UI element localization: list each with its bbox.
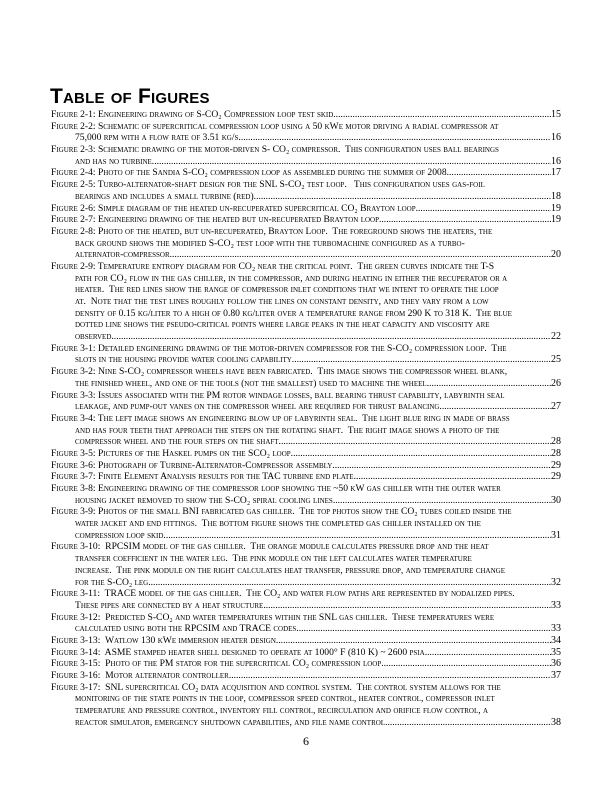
page-reference[interactable]: 33 bbox=[551, 599, 561, 611]
figure-caption-text: These pipes are connected by a heat structure. bbox=[75, 599, 266, 611]
dot-leader bbox=[418, 203, 551, 215]
dot-leader bbox=[427, 647, 551, 659]
figure-caption-text: path for CO₂ flow in the gas chiller, in the compressor, and during heating in either the recuperator or a bbox=[75, 272, 508, 284]
toc-entry-line bbox=[51, 612, 561, 624]
toc-entry-line bbox=[51, 717, 561, 729]
toc-entry[interactable] bbox=[51, 179, 561, 202]
toc-entry-line bbox=[51, 670, 561, 682]
dot-leader bbox=[166, 530, 551, 542]
toc-entry[interactable] bbox=[51, 261, 561, 343]
figure-label: Figure 3-17: bbox=[51, 681, 101, 693]
page-reference[interactable]: 27 bbox=[551, 401, 561, 413]
figure-caption-text: transfer coefficient in the water leg. The pink module on the left calculates water temperature bbox=[75, 553, 472, 565]
dot-leader bbox=[172, 249, 551, 261]
figure-caption-text: Temperature entropy diagram for CO₂ near the critical point. The green curves indicate the T-S bbox=[95, 260, 495, 272]
toc-entry[interactable] bbox=[51, 203, 561, 215]
toc-entry-line bbox=[51, 600, 561, 612]
figure-caption-text: dotted line shows the pseudo-critical points where large peaks in the heat capacity and viscosity are bbox=[75, 319, 490, 331]
figure-label: Figure 3-5: bbox=[51, 447, 96, 459]
figure-label: Figure 3-8: bbox=[51, 483, 96, 494]
toc-entry-line bbox=[51, 647, 561, 659]
toc-entry-line bbox=[51, 121, 561, 133]
toc-entry[interactable] bbox=[51, 343, 561, 366]
figure-caption-text: temperature and pressure control, inventory fill control, recirculation and orifice flow control, a bbox=[75, 705, 489, 717]
dot-leader bbox=[449, 167, 551, 179]
figure-label: Figure 3-9: bbox=[51, 506, 96, 518]
page-reference[interactable]: 20 bbox=[551, 249, 561, 261]
page-reference[interactable]: 29 bbox=[551, 459, 561, 471]
toc-entry-line bbox=[51, 179, 561, 191]
page-reference[interactable]: 22 bbox=[551, 331, 561, 343]
dot-leader bbox=[384, 658, 551, 670]
toc-entry-line bbox=[51, 354, 561, 366]
page-reference[interactable]: 31 bbox=[551, 529, 561, 541]
toc-entry[interactable] bbox=[51, 541, 561, 588]
toc-entry-line bbox=[51, 261, 561, 273]
figure-caption-text: SNL supercritical CO₂ data acquisition and control system. The control system allows for the bbox=[100, 681, 501, 693]
page-reference[interactable]: 18 bbox=[551, 190, 561, 202]
figure-label: Figure 3-3: bbox=[51, 389, 96, 401]
dot-leader bbox=[293, 448, 551, 460]
figure-caption-text: Engineering drawing of S-CO₂ Compression loop test skid bbox=[95, 109, 334, 120]
figure-caption-text: reactor simulator, emergency shutdown capabilities, and file name control. bbox=[75, 716, 388, 728]
figure-caption-text: compression loop skid. bbox=[75, 529, 166, 541]
figure-label: Figure 2-8: bbox=[51, 225, 96, 237]
dot-leader bbox=[231, 670, 551, 682]
toc-entry-line bbox=[51, 132, 561, 144]
toc-entry-line bbox=[51, 658, 561, 670]
figure-caption-text: slots in the housing provide water cooling capability. bbox=[75, 354, 295, 366]
figure-caption-text: RPCSIM model of the gas chiller. The orange module calculates pressure drop and the heat bbox=[100, 541, 489, 553]
figure-caption-text: Schematic drawing of the motor-driven S- CO₂ compressor. This configuration uses ball bearings bbox=[95, 144, 499, 156]
figure-caption-text: Watlow 130 kWe immersion heater design. bbox=[100, 634, 279, 646]
page-reference[interactable]: 28 bbox=[551, 447, 561, 459]
toc-entry[interactable] bbox=[51, 121, 561, 144]
figure-label: Figure 3-4: bbox=[51, 412, 96, 424]
figure-caption-text: bearings and includes a small turbine (red). bbox=[75, 190, 257, 202]
page-reference[interactable]: 38 bbox=[551, 716, 561, 728]
figure-caption-text: 75,000 rpm with a flow rate of 3.51 kg/s. bbox=[75, 132, 241, 144]
toc-entry[interactable] bbox=[51, 390, 561, 413]
toc-entry[interactable] bbox=[51, 167, 561, 179]
table-of-figures-list bbox=[51, 109, 561, 728]
toc-entry[interactable] bbox=[51, 670, 561, 682]
figure-label: Figure 3-2: bbox=[51, 366, 96, 378]
toc-entry-line bbox=[51, 366, 561, 378]
dot-leader bbox=[114, 331, 551, 343]
figure-label: Figure 2-2: bbox=[51, 120, 96, 132]
figure-caption-text: calculated using both the RPCSIM and TRACE codes. bbox=[75, 623, 299, 635]
figure-caption-text: heater. The red lines show the range of compressor inlet conditions that we intent to operate the loop bbox=[75, 284, 499, 296]
figure-label: Figure 2-3: bbox=[51, 144, 96, 156]
dot-leader bbox=[442, 401, 551, 413]
toc-entry-line bbox=[51, 506, 561, 518]
toc-entry-line bbox=[51, 238, 561, 250]
figure-caption-text: observed. bbox=[75, 331, 114, 343]
figure-caption-text: Engineering drawing of the compressor loop showing the ~50 kW gas chiller with the outer water bbox=[95, 483, 501, 494]
page-number: 6 bbox=[303, 734, 309, 748]
figure-caption-text: and has four teeth that approach the steps on the rotating shaft. The right image shows a photo of the bbox=[75, 424, 500, 436]
page-reference[interactable]: 32 bbox=[551, 576, 561, 588]
figure-caption-text: Predicted S-CO₂ and water temperatures within the SNL gas chiller. These temperatures were bbox=[100, 611, 495, 623]
toc-entry-line bbox=[51, 343, 561, 355]
figure-label: Figure 3-1: bbox=[51, 342, 96, 354]
dot-leader bbox=[354, 471, 551, 483]
dot-leader bbox=[381, 214, 551, 226]
toc-entry-line bbox=[51, 308, 561, 320]
figure-caption-text: monitoring of the state points in the loop, compressor speed control, heater control, compressor inlet bbox=[75, 693, 495, 705]
toc-entry-line bbox=[51, 401, 561, 413]
figure-caption-text: the finished wheel, and one of the tools (not the smallest) used to machine the wheel. bbox=[75, 377, 430, 389]
dot-leader bbox=[429, 378, 551, 390]
toc-entry-line bbox=[51, 635, 561, 647]
page-reference[interactable]: 16 bbox=[551, 155, 561, 167]
toc-entry[interactable] bbox=[51, 506, 561, 541]
figure-label: Figure 3-16: bbox=[51, 670, 101, 681]
dot-leader bbox=[294, 354, 551, 366]
toc-entry[interactable] bbox=[51, 647, 561, 659]
figure-caption-text: Photograph of Turbine-Alternator-Compressor assembly bbox=[95, 459, 333, 471]
toc-entry[interactable] bbox=[51, 682, 561, 729]
toc-entry-line bbox=[51, 273, 561, 285]
figure-caption-text: Finite Element Analysis results for the TAC turbine end plate bbox=[95, 471, 354, 483]
dot-leader bbox=[333, 109, 551, 121]
dot-leader bbox=[281, 436, 551, 448]
figure-caption-text: Issues associated with the PM rotor windage losses, ball bearing thrust capability, labyrinth seal bbox=[95, 389, 505, 401]
toc-entry-line bbox=[51, 682, 561, 694]
toc-entry-line bbox=[51, 425, 561, 437]
toc-entry-line bbox=[51, 214, 561, 226]
figure-caption-text: increase. The pink module on the right calculates heat transfer, pressure drop, and temperature change bbox=[75, 564, 505, 576]
toc-entry[interactable] bbox=[51, 612, 561, 635]
figure-caption-text: at. Note that the test lines roughly follow the lines on constant density, and they vary from a low bbox=[75, 296, 489, 307]
dot-leader bbox=[387, 717, 551, 729]
toc-entry-line bbox=[51, 191, 561, 203]
toc-entry-line bbox=[51, 693, 561, 705]
figure-label: Figure 3-12: bbox=[51, 611, 101, 623]
page-reference[interactable]: 17 bbox=[551, 167, 561, 179]
figure-label: Figure 2-7: bbox=[51, 214, 96, 226]
dot-leader bbox=[151, 577, 551, 589]
dot-leader bbox=[266, 600, 551, 612]
dot-leader bbox=[241, 132, 551, 144]
toc-entry-line bbox=[51, 378, 561, 390]
figure-caption-text: leakage, and pump-out vanes on the compressor wheel are required for thrust balancing. bbox=[75, 401, 442, 413]
figure-caption-text: The left image shows an engineering blow up of labyrinth seal. The light blue ring in made of brass bbox=[95, 412, 510, 424]
page-reference[interactable]: 37 bbox=[551, 670, 561, 681]
toc-entry-line bbox=[51, 249, 561, 261]
toc-entry-line bbox=[51, 390, 561, 402]
page-reference[interactable]: 35 bbox=[551, 646, 561, 658]
toc-entry[interactable] bbox=[51, 483, 561, 506]
toc-entry[interactable] bbox=[51, 226, 561, 261]
page-reference[interactable]: 26 bbox=[551, 377, 561, 389]
figure-caption-text: back ground shows the modified S-CO₂ test loop with the turbomachine configured as a turbo- bbox=[75, 237, 465, 249]
toc-entry-line bbox=[51, 553, 561, 565]
toc-entry-line bbox=[51, 296, 561, 308]
toc-entry-line bbox=[51, 167, 561, 179]
toc-entry[interactable] bbox=[51, 448, 561, 460]
page-title: Table of Figures bbox=[50, 85, 210, 108]
toc-entry[interactable] bbox=[51, 144, 561, 167]
toc-entry-line bbox=[51, 284, 561, 296]
toc-entry[interactable] bbox=[51, 413, 561, 448]
dot-leader bbox=[278, 635, 551, 647]
page-reference[interactable]: 16 bbox=[551, 132, 561, 144]
toc-entry-line bbox=[51, 460, 561, 472]
toc-entry-line bbox=[51, 436, 561, 448]
toc-entry-line bbox=[51, 226, 561, 238]
toc-entry-line bbox=[51, 156, 561, 168]
figure-label: Figure 2-5: bbox=[51, 179, 96, 191]
figure-caption-text: Photo of the heated, but un-recuperated, Brayton Loop. The foreground shows the heaters, the bbox=[95, 225, 493, 237]
figure-label: Figure 3-10: bbox=[51, 541, 101, 553]
figure-caption-text: Photos of the small BNI fabricated gas chiller. The top photos show the CO₂ tubes coiled inside the bbox=[95, 506, 512, 518]
figure-caption-text: compressor wheel and the four steps on the shaft. bbox=[75, 436, 281, 448]
dot-leader bbox=[256, 191, 551, 203]
figure-caption-text: ASME stamped heater shell designed to operate at 1000° F (810 K) ~ 2600 psia. bbox=[100, 646, 428, 658]
toc-entry-line bbox=[51, 577, 561, 589]
figure-label: Figure 2-9: bbox=[51, 260, 96, 272]
toc-entry[interactable] bbox=[51, 366, 561, 389]
page-reference[interactable]: 34 bbox=[551, 634, 561, 646]
figure-caption-text: Photo of the Sandia S-CO₂ compression loop as assembled during the summer of 2008. bbox=[95, 167, 450, 179]
figure-label: Figure 3-6: bbox=[51, 459, 96, 471]
figure-label: Figure 2-6: bbox=[51, 202, 96, 214]
toc-entry[interactable] bbox=[51, 214, 561, 226]
toc-entry-line bbox=[51, 319, 561, 331]
dot-leader bbox=[299, 623, 551, 635]
toc-entry-line bbox=[51, 588, 561, 600]
page-reference[interactable]: 25 bbox=[551, 354, 561, 366]
toc-entry-line bbox=[51, 705, 561, 717]
toc-entry-line bbox=[51, 203, 561, 215]
figure-caption-text: Engineering drawing of the heated but un-recuperated Brayton loop. bbox=[95, 214, 382, 226]
toc-entry[interactable] bbox=[51, 658, 561, 670]
toc-entry-line bbox=[51, 565, 561, 577]
toc-entry-line bbox=[51, 144, 561, 156]
figure-caption-text: Photo of the PM stator for the supercritical CO₂ compression loop. bbox=[100, 658, 384, 670]
figure-label: Figure 3-14: bbox=[51, 646, 101, 658]
page-reference[interactable]: 19 bbox=[551, 214, 561, 226]
toc-entry-line bbox=[51, 530, 561, 542]
figure-caption-text: Schematic of supercritical compression loop using a 50 kWe motor driving a radial compressor at bbox=[95, 120, 499, 132]
figure-caption-text: Motor alternator controller. bbox=[100, 670, 232, 681]
toc-entry[interactable] bbox=[51, 635, 561, 647]
toc-entry-line bbox=[51, 623, 561, 635]
figure-caption-text: density of 0.15 kg/liter to a high of 0.80 kg/liter over a temperature range from 290 K to 318 K. The blue bbox=[75, 307, 512, 319]
page-reference[interactable]: 30 bbox=[551, 494, 561, 506]
page-reference[interactable]: 33 bbox=[551, 623, 561, 635]
figure-caption-text: Turbo-alternator-shaft design for the SNL S-CO₂ test loop. This configuration uses gas-foil bbox=[95, 179, 485, 191]
toc-entry-line bbox=[51, 109, 561, 121]
page-reference[interactable]: 15 bbox=[551, 109, 561, 120]
toc-entry-line bbox=[51, 331, 561, 343]
toc-entry[interactable] bbox=[51, 109, 561, 121]
figure-label: Figure 3-11: bbox=[51, 588, 101, 600]
toc-entry-line bbox=[51, 541, 561, 553]
toc-entry-line bbox=[51, 471, 561, 483]
page-reference[interactable]: 29 bbox=[551, 471, 561, 483]
dot-leader bbox=[335, 495, 551, 507]
figure-caption-text: Simple diagram of the heated un-recuperated supercritical CO₂ Brayton loop. bbox=[95, 202, 419, 214]
toc-entry-line bbox=[51, 518, 561, 530]
figure-caption-text: alternator-compressor. bbox=[75, 249, 173, 261]
figure-label: Figure 3-7: bbox=[51, 471, 96, 483]
figure-label: Figure 2-1: bbox=[51, 109, 96, 120]
figure-label: Figure 2-4: bbox=[51, 167, 96, 179]
figure-caption-text: for the S-CO₂ leg. bbox=[75, 576, 151, 588]
figure-caption-text: water jacket and end fittings. The bottom figure shows the completed gas chiller installed on the bbox=[75, 518, 481, 530]
dot-leader bbox=[332, 460, 551, 472]
figure-caption-text: Pictures of the Haskel pumps on the SCO₂ loop. bbox=[95, 447, 294, 459]
figure-label: Figure 3-13: bbox=[51, 634, 101, 646]
figure-caption-text: and has no turbine. bbox=[75, 155, 155, 167]
dot-leader bbox=[154, 156, 551, 168]
toc-entry-line bbox=[51, 413, 561, 425]
figure-label: Figure 3-15: bbox=[51, 658, 101, 670]
figure-caption-text: TRACE model of the gas chiller. The CO₂ and water flow paths are represented by nodalized pipes. bbox=[100, 588, 515, 600]
toc-entry-line bbox=[51, 495, 561, 507]
toc-entry[interactable] bbox=[51, 471, 561, 483]
toc-entry-line bbox=[51, 448, 561, 460]
page-reference[interactable]: 19 bbox=[551, 202, 561, 214]
toc-entry-line bbox=[51, 483, 561, 495]
toc-entry[interactable] bbox=[51, 460, 561, 472]
toc-entry[interactable] bbox=[51, 588, 561, 611]
figure-caption-text: Detailed engineering drawing of the motor-driven compressor for the S-CO₂ compression loop. The bbox=[95, 342, 507, 354]
page-reference[interactable]: 28 bbox=[551, 436, 561, 448]
page-reference[interactable]: 36 bbox=[551, 658, 561, 670]
figure-caption-text: housing jacket removed to show the S-CO₂ spiral cooling lines. bbox=[75, 494, 336, 506]
figure-caption-text: Nine S-CO₂ compressor wheels have been fabricated. This image shows the compressor wheel blank, bbox=[95, 366, 508, 378]
